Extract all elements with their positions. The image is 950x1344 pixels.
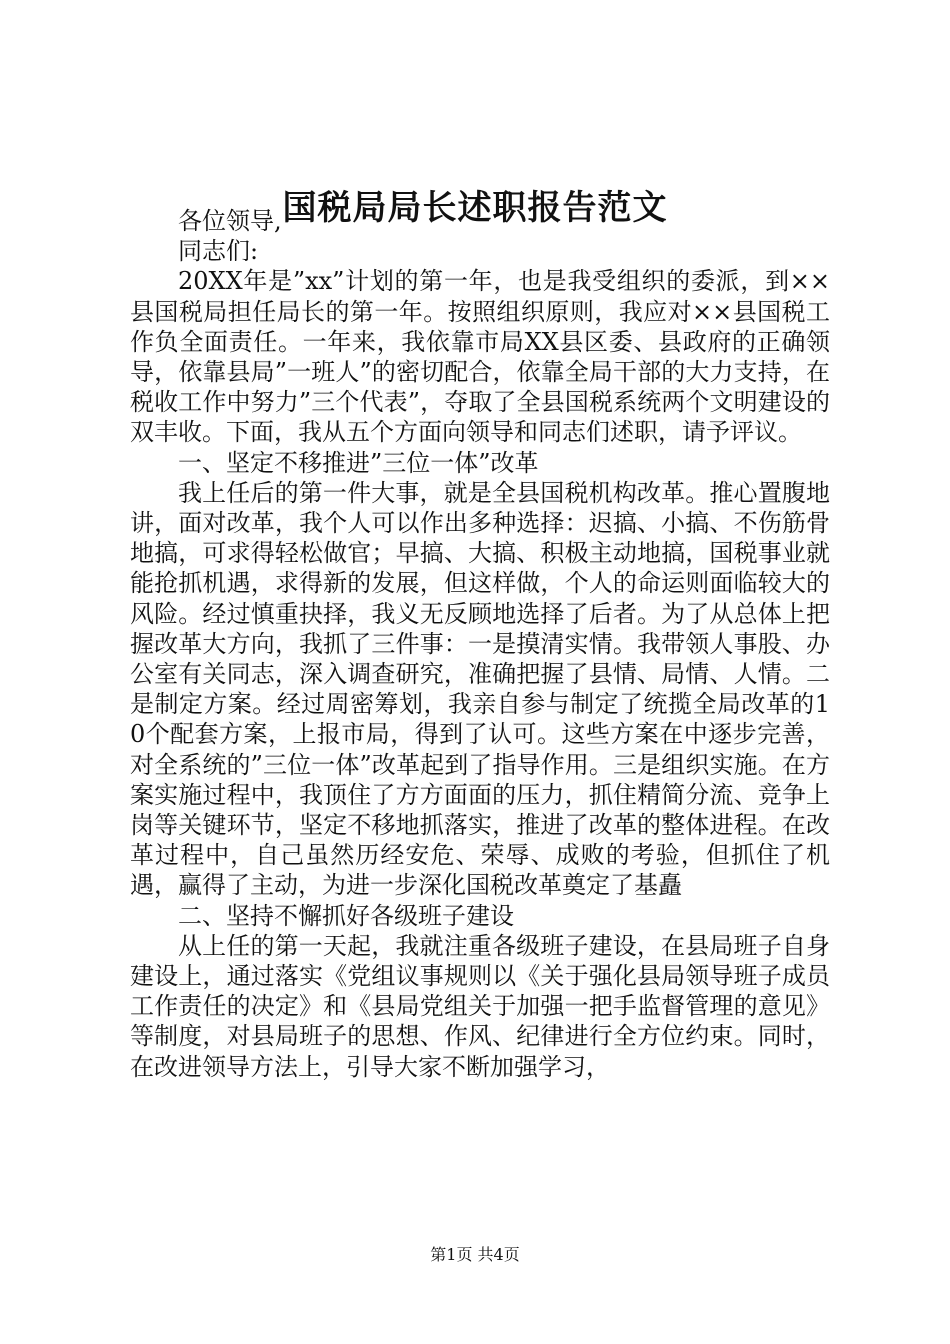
section-heading-2: 二、坚持不懈抓好各级班子建设	[178, 901, 514, 930]
greeting-leaders: 各位领导,	[178, 207, 282, 235]
paragraph-reform: 我上任后的第一件大事，就是全县国税机构改革。推心置腹地讲，面对改革，我个人可以作出多种选择：迟搞、小搞、不伤筋骨地搞，可求得轻松做官；早搞、大搞、积极主动地搞，国税事业就能抢抓机遇，求得新的发展，但这样做，个人的命运则面临较大的风险。经过慎重抉择，我义无反顾地选择了后者。为了从总体上把握改革大方向，我抓了三件事：一是摸清实情。我带领人事股、办公室有关同志，深入调查研究，准确把握了县情、局情、人情。二是制定方案。经过周密筹划，我亲自参与制定了统揽全局改革的10个配套方案，上报市局，得到了认可。这些方案在中逐步完善，对全系统的”三位一体”改革起到了指导作用。三是组织实施。在方案实施过程中，我顶住了方方面面的压力，抓住精简分流、竞争上岗等关键环节，坚定不移地抓落实，推进了改革的整体进程。在改革过程中，自己虽然历经安危、荣辱、成败的考验，但抓住了机遇，赢得了主动，为进一步深化国税改革奠定了基矗	[130, 478, 830, 900]
greeting-comrades: 同志们:	[178, 237, 259, 266]
paragraph-intro: 20XX年是”xx”计划的第一年，也是我受组织的委派，到××县国税局担任局长的第一年。按照组织原则，我应对××县国税工作负全面责任。一年来，我依靠市局XX县区委、县政府的正确领导，依靠县局”一班人”的密切配合，依靠全局干部的大力支持，在税收工作中努力”三个代表”，夺取了全县国税系统两个文明建设的双丰收。下面，我从五个方面向领导和同志们述职，请予评议。	[130, 267, 830, 447]
document-body	[130, 206, 830, 1082]
section-heading-1: 一、坚定不移推进”三位一体”改革	[178, 448, 539, 477]
page-number-footer: 第1页 共4页	[430, 1245, 520, 1264]
paragraph-team-building: 从上任的第一天起，我就注重各级班子建设，在县局班子自身建设上，通过落实《党组议事规则以《关于强化县局领导班子成员工作责任的决定》和《县局党组关于加强一把手监督管理的意见》等制度，对县局班子的思想、作风、纪律进行全方位约束。同时，在改进领导方法上，引导大家不断加强学习，	[130, 931, 830, 1081]
document-title: 国税局局长述职报告范文	[282, 188, 668, 228]
